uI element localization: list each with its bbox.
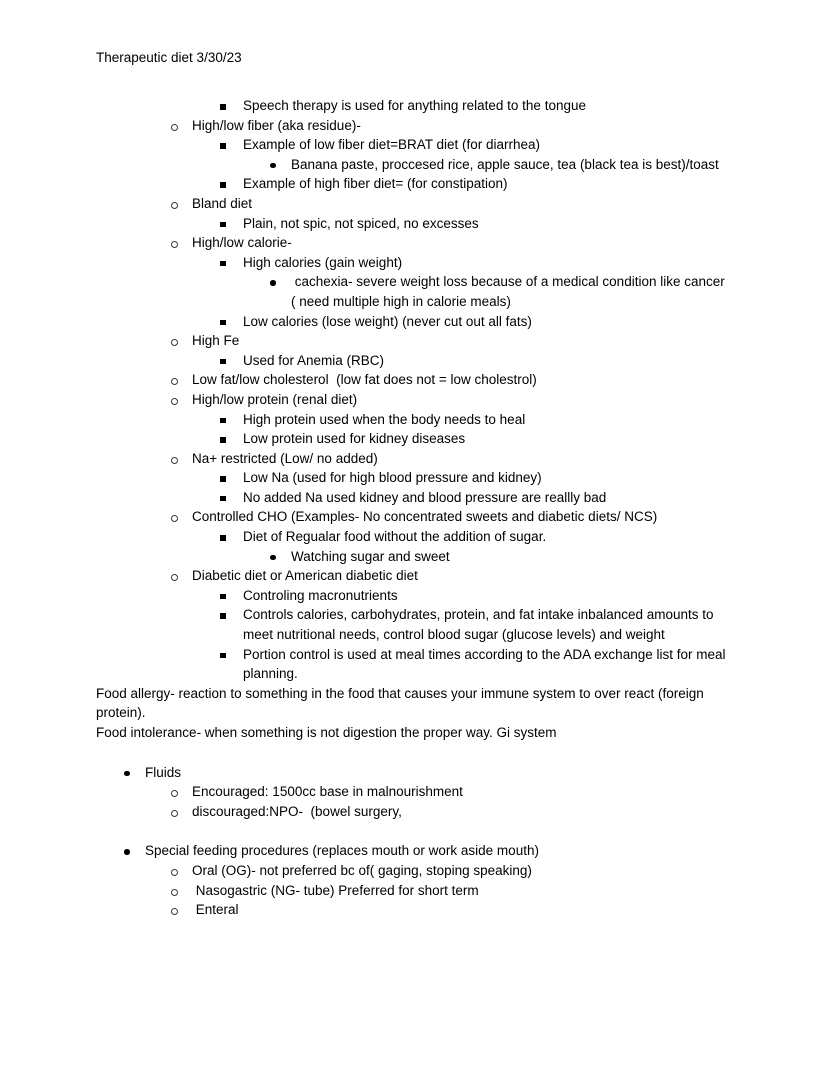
list-item-text: Watching sugar and sweet [291, 548, 450, 564]
list-item [0, 233, 828, 253]
list-item [0, 547, 828, 567]
list-item-text: Na+ restricted (Low/ no added) [192, 450, 378, 466]
list-item [0, 116, 828, 136]
list-item-text: Speech therapy is used for anything related to the tongue [243, 98, 586, 113]
list-item-text: High Fe [192, 333, 240, 349]
list-item-text: Nasogastric (NG- tube) Preferred for short term [192, 882, 479, 898]
list-item-text: Low fat/low cholesterol (low fat does not = low cholestrol) [192, 372, 537, 388]
list-item-text: Plain, not spic, not spiced, no excesses [243, 215, 479, 231]
list-item-text: Used for Anemia (RBC) [243, 352, 385, 368]
list-item [0, 881, 828, 901]
page-title: Therapeutic diet 3/30/23 [96, 50, 242, 65]
spacer [0, 743, 828, 763]
list-item [0, 351, 828, 371]
list-item-text: discouraged:NPO- (bowel surgery, [192, 803, 402, 819]
list-item [0, 155, 828, 175]
list-item-text: Low Na (used for high blood pressure and kidney) [243, 470, 542, 486]
list-item-text: Diabetic diet or American diabetic diet [192, 568, 418, 584]
list-item-text: Controling macronutrients [243, 587, 398, 603]
list-item [0, 174, 828, 194]
list-item-text: Banana paste, proccesed rice, apple sauce, tea (black tea is best)/toast [291, 156, 719, 172]
list-item-text: High calories (gain weight) [243, 254, 403, 270]
section-heading [0, 841, 828, 861]
list-item-text: Example of high fiber diet= (for constipation) [243, 176, 508, 192]
list-item [0, 214, 828, 234]
outline-list [0, 96, 828, 920]
list-item [0, 390, 828, 410]
list-item-text: No added Na used kidney and blood pressure are reallly bad [243, 489, 607, 505]
list-item [0, 429, 828, 449]
list-item [0, 272, 828, 311]
list-item [0, 566, 828, 586]
list-item-text: Example of low fiber diet=BRAT diet (for diarrhea) [243, 137, 541, 153]
list-item [0, 468, 828, 488]
list-item [0, 861, 828, 881]
list-item-text: Enteral [192, 902, 239, 918]
paragraph: Food allergy- reaction to something in the food that causes your immune system to over react (foreign protein). [96, 685, 708, 721]
section-heading-text: Special feeding procedures (replaces mouth or work aside mouth) [145, 843, 539, 859]
list-item-text: Low calories (lose weight) (never cut out all fats) [243, 313, 532, 329]
spacer [0, 821, 828, 841]
list-item-text: Bland diet [192, 195, 253, 211]
list-item [0, 527, 828, 547]
section-heading-text: Fluids [145, 764, 182, 780]
list-item-text: High/low calorie- [192, 235, 292, 251]
list-item [0, 194, 828, 214]
list-item-text: cachexia- severe weight loss because of a medical condition like cancer ( need multiple high in calorie meals) [291, 274, 729, 309]
list-item-text: Low protein used for kidney diseases [243, 431, 466, 447]
list-item [0, 645, 828, 684]
paragraph: Food intolerance- when something is not digestion the proper way. Gi system [96, 725, 557, 740]
list-item [0, 900, 828, 920]
list-item [0, 253, 828, 273]
list-item-text: High/low protein (renal diet) [192, 391, 358, 407]
section-heading [0, 763, 828, 783]
list-item-text: Diet of Regualar food without the addition of sugar. [243, 529, 547, 545]
list-item [0, 507, 828, 527]
list-item-text: Encouraged: 1500cc base in malnourishment [192, 784, 463, 800]
list-item [0, 96, 828, 116]
list-item-text: Oral (OG)- not preferred bc of( gaging, stoping speaking) [192, 862, 532, 878]
list-item [0, 488, 828, 508]
list-item-text: High/low fiber (aka residue)- [192, 117, 361, 133]
list-item-text: Portion control is used at meal times according to the ADA exchange list for meal planning. [243, 646, 730, 682]
list-item [0, 782, 828, 802]
list-item [0, 605, 828, 644]
list-item-text: High protein used when the body needs to heal [243, 411, 526, 427]
list-item [0, 331, 828, 351]
list-item [0, 410, 828, 430]
list-item [0, 312, 828, 332]
list-item-text: Controlled CHO (Examples- No concentrated sweets and diabetic diets/ NCS) [192, 509, 658, 525]
list-item-text: Controls calories, carbohydrates, protein, and fat intake inbalanced amounts to meet nutritional needs, control blood sugar (glucose levels) and weight [243, 607, 718, 643]
list-item [0, 802, 828, 822]
list-item [0, 135, 828, 155]
list-item [0, 449, 828, 469]
list-item [0, 586, 828, 606]
list-item [0, 370, 828, 390]
